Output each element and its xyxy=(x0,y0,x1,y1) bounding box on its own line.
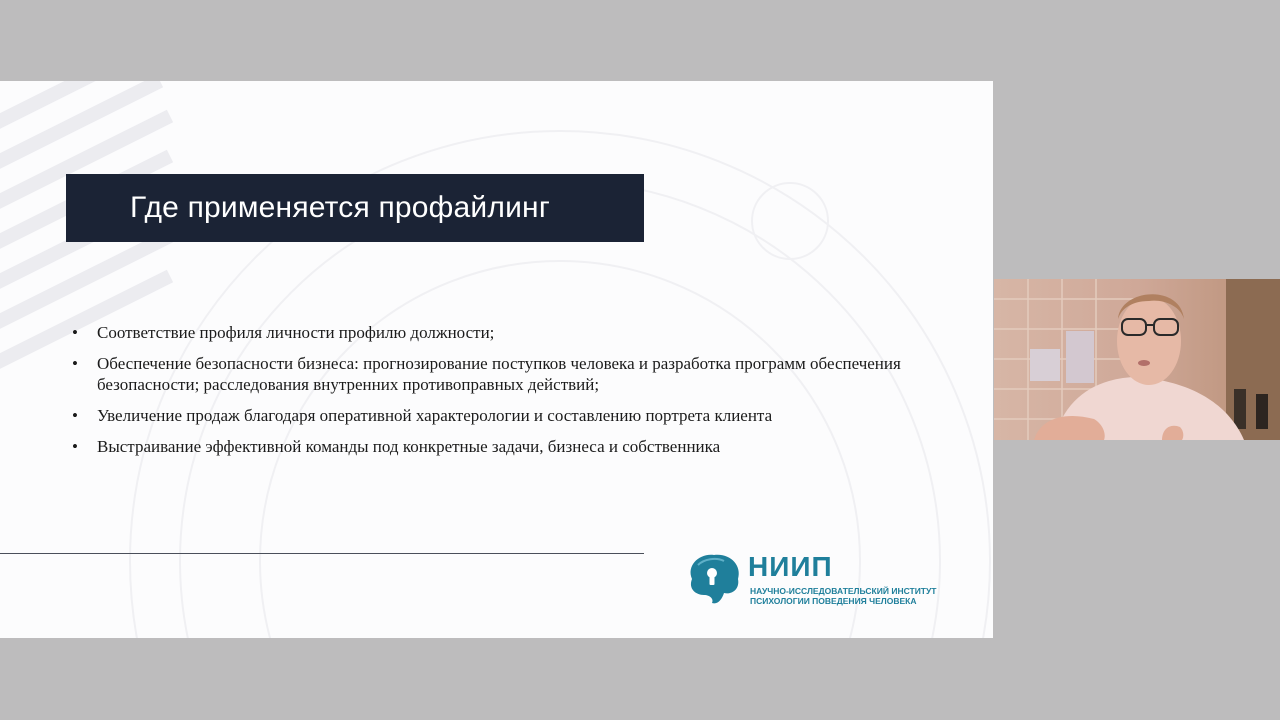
presentation-slide xyxy=(0,81,993,638)
bullet-item xyxy=(72,353,902,395)
bullet-point-icon: • xyxy=(72,437,78,456)
participant-video-icon xyxy=(994,279,1280,440)
bullet-text: Соответствие профиля личности профилю должности; xyxy=(97,323,495,342)
logo-subtitle xyxy=(750,586,936,606)
bullet-item xyxy=(72,436,902,457)
brain-keyhole-icon xyxy=(684,551,742,607)
bullet-item xyxy=(72,322,902,343)
logo-subtitle-line: НАУЧНО-ИССЛЕДОВАТЕЛЬСКИЙ ИНСТИТУТ xyxy=(750,586,937,596)
slide-title: Где применяется профайлинг xyxy=(130,191,550,224)
bullet-text: Выстраивание эффективной команды под конкретные задачи, бизнеса и собственника xyxy=(97,437,721,456)
bullet-point-icon: • xyxy=(72,406,78,425)
participant-video-tile[interactable] xyxy=(994,279,1280,440)
institute-logo xyxy=(684,551,944,611)
bullet-text: Обеспечение безопасности бизнеса: прогнозирование поступков человека и разработка программ обеспечения безопасности; расследования внутренних противоправных действий; xyxy=(97,354,901,394)
bullet-point-icon: • xyxy=(72,354,78,373)
footer-divider xyxy=(0,553,644,554)
bullet-text: Увеличение продаж благодаря оперативной характерологии и составлению портрета клиента xyxy=(97,406,773,425)
logo-abbreviation: НИИП xyxy=(748,551,833,582)
bullet-item xyxy=(72,405,902,426)
bullet-point-icon: • xyxy=(72,323,78,342)
logo-subtitle-line: ПСИХОЛОГИИ ПОВЕДЕНИЯ ЧЕЛОВЕКА xyxy=(750,596,917,606)
slide-title-banner xyxy=(66,174,644,242)
bullet-list xyxy=(72,322,902,467)
